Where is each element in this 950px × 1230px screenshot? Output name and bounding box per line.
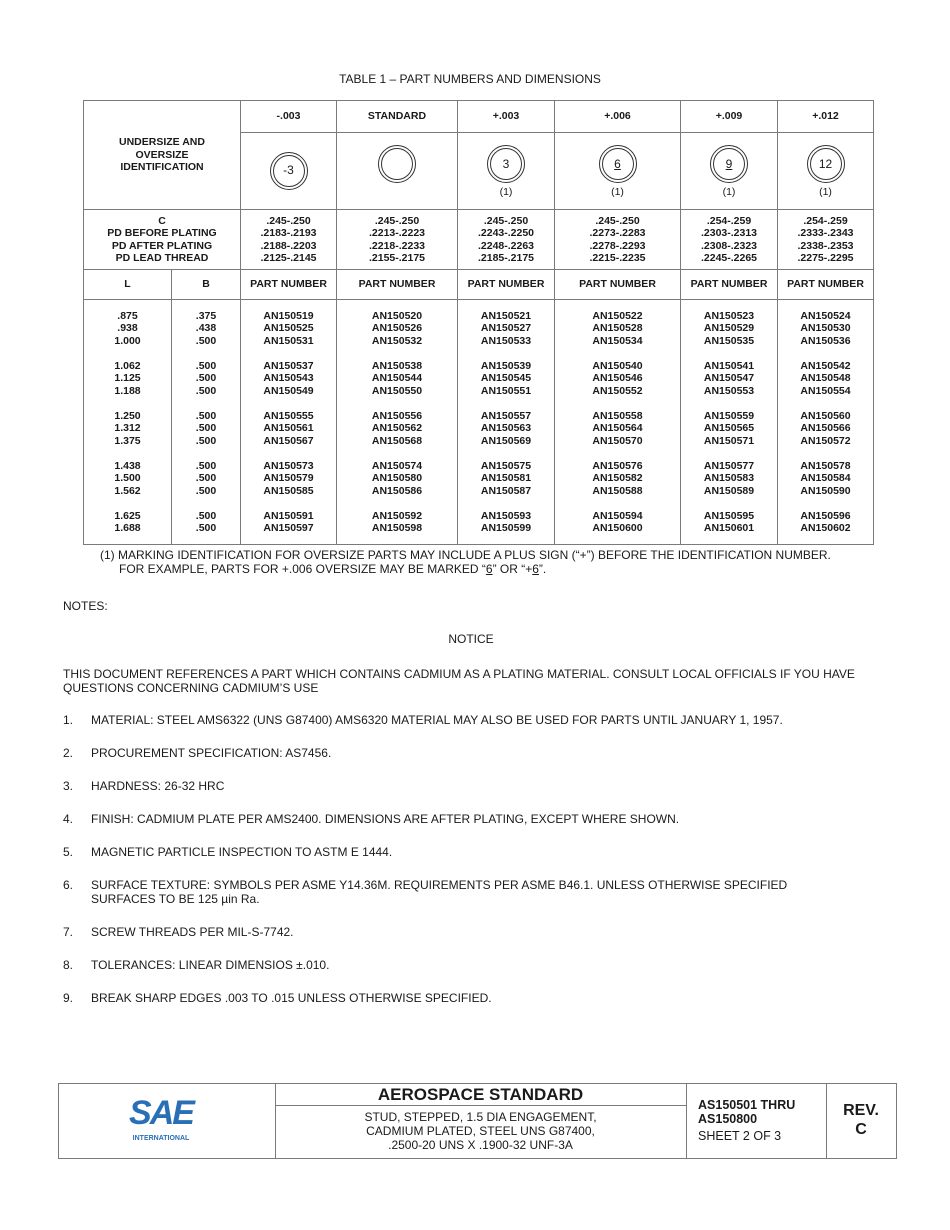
note-number: 6. [63, 878, 74, 892]
pd-values [778, 210, 874, 270]
row-group [84, 410, 171, 448]
part-number: AN150578 [800, 459, 851, 472]
note-number: 3. [63, 779, 74, 793]
part-number: AN150542 [800, 359, 851, 372]
note-text: MAGNETIC PARTICLE INSPECTION TO ASTM E 1444. [91, 845, 393, 859]
part-number: AN150538 [371, 359, 423, 372]
part-number: AN150541 [703, 359, 755, 372]
pd-values [241, 210, 337, 270]
marking-circle-icon [710, 145, 748, 183]
marking-cell [241, 133, 337, 210]
part-number: AN150567 [263, 434, 314, 447]
marking-text [381, 148, 413, 180]
l-value: 1.438 [114, 459, 141, 472]
footnote-text: ”. [538, 561, 547, 576]
note-number: 8. [63, 958, 74, 972]
part-number: AN150600 [592, 522, 643, 534]
part-number: AN150570 [592, 434, 643, 447]
part-number: AN150561 [263, 422, 314, 434]
document-number [686, 1084, 827, 1158]
part-number-header: PART NUMBER [681, 270, 778, 300]
part-number: AN150590 [800, 484, 851, 497]
row-group [458, 460, 554, 498]
l-value: 1.062 [114, 359, 141, 372]
part-number: AN150560 [800, 409, 851, 422]
doc-number-line: AS150501 THRU [698, 1098, 796, 1112]
note-number: 9. [63, 991, 74, 1005]
row-group [337, 460, 457, 498]
part-number-table [83, 100, 874, 545]
note-text: BREAK SHARP EDGES .003 TO .015 UNLESS OTHERWISE SPECIFIED. [91, 991, 492, 1005]
part-number: AN150588 [592, 484, 643, 497]
pd-value: .2275-.2295 [797, 252, 854, 264]
row-group [778, 310, 873, 348]
part-number: AN150587 [480, 484, 532, 497]
part-number-header: PART NUMBER [241, 270, 337, 300]
row-group [172, 310, 240, 348]
b-value: .500 [195, 522, 217, 534]
part-number: AN150549 [263, 384, 314, 397]
part-number: AN150558 [592, 409, 643, 422]
pd-values [337, 210, 458, 270]
part-number: AN150533 [480, 334, 532, 347]
row-group [241, 360, 336, 398]
part-description [275, 1110, 686, 1152]
part-number: AN150598 [371, 522, 423, 534]
part-number: AN150557 [480, 409, 532, 422]
note-text: FINISH: CADMIUM PLATE PER AMS2400. DIMENSIONS ARE AFTER PLATING, EXCEPT WHERE SHOWN. [91, 812, 680, 826]
row-group [778, 360, 873, 398]
size-header: +.009 [681, 101, 778, 133]
note-text: SURFACE TEXTURE: SYMBOLS PER ASME Y14.36M. REQUIREMENTS PER ASME B46.1. UNLESS OTHERWISE SPECIFIED SURFACES TO BE 125 µin Ra. [91, 878, 788, 906]
part-number: AN150521 [480, 309, 532, 322]
pd-label: C [158, 214, 166, 227]
pd-value: .2303-.2313 [700, 227, 758, 239]
b-value: .500 [195, 409, 217, 422]
l-value: 1.625 [114, 509, 141, 522]
part-number: AN150519 [263, 309, 314, 322]
row-group [241, 410, 336, 448]
title-block [58, 1083, 897, 1159]
note-number: 5. [63, 845, 74, 859]
l-value: .875 [117, 309, 138, 322]
row-group [681, 510, 777, 535]
part-number-header: PART NUMBER [337, 270, 458, 300]
b-value: .438 [195, 322, 217, 334]
marking-cell [337, 133, 458, 210]
l-value: 1.688 [114, 522, 141, 534]
l-values [84, 300, 172, 545]
part-number-header: PART NUMBER [458, 270, 555, 300]
part-number: AN150546 [592, 372, 643, 384]
part-number: AN150540 [592, 359, 643, 372]
note-text: HARDNESS: 26-32 HRC [91, 779, 225, 793]
size-header: +.012 [778, 101, 874, 133]
table-title: TABLE 1 – PART NUMBERS AND DIMENSIONS [339, 72, 601, 86]
b-value: .500 [195, 484, 217, 497]
part-numbers [337, 300, 458, 545]
part-number: AN150575 [480, 459, 532, 472]
marking-circle-icon [270, 152, 308, 190]
row-group [84, 510, 171, 535]
pd-value: .2213-.2223 [368, 227, 426, 239]
l-value: 1.125 [114, 372, 141, 384]
row-group [458, 310, 554, 348]
footnote-marking: 6 [485, 561, 493, 576]
part-number: AN150580 [371, 472, 423, 484]
b-value: .500 [195, 334, 217, 347]
size-header-row [84, 101, 874, 133]
row-group [458, 510, 554, 535]
part-number: AN150534 [592, 334, 643, 347]
pd-value: .245-.250 [595, 214, 640, 227]
notice-title: NOTICE [448, 632, 494, 646]
l-value: 1.188 [114, 384, 141, 397]
part-number: AN150544 [371, 372, 423, 384]
row-group [241, 310, 336, 348]
b-header: B [172, 270, 241, 300]
part-numbers [555, 300, 681, 545]
row-group [778, 460, 873, 498]
notice-text: THIS DOCUMENT REFERENCES A PART WHICH CONTAINS CADMIUM AS A PLATING MATERIAL. CONSULT LOCAL OFFICIALS IF YOU HAVE QUESTIONS CONCERNING CADMIUM’S USE [63, 667, 855, 695]
part-number: AN150576 [592, 459, 643, 472]
note-number: 2. [63, 746, 74, 760]
document-number-text [698, 1098, 795, 1126]
part-number: AN150528 [592, 322, 643, 334]
l-header: L [84, 270, 172, 300]
b-value: .500 [195, 434, 217, 447]
description-line: STUD, STEPPED, 1.5 DIA ENGAGEMENT, [364, 1110, 597, 1124]
part-number: AN150566 [800, 422, 851, 434]
part-number: AN150563 [480, 422, 532, 434]
l-value: 1.000 [114, 334, 141, 347]
row-group [337, 310, 457, 348]
footnote-text: FOR EXAMPLE, PARTS FOR +.006 OVERSIZE MAY BE MARKED “ [119, 561, 486, 576]
part-number: AN150572 [800, 434, 851, 447]
part-number: AN150539 [480, 359, 532, 372]
part-number: AN150579 [263, 472, 314, 484]
note-text: MATERIAL: STEEL AMS6322 (UNS G87400) AMS6320 MATERIAL MAY ALSO BE USED FOR PARTS UNTIL JANUARY 1, 1957. [91, 713, 783, 727]
table-footnote [100, 549, 880, 576]
row-group [681, 310, 777, 348]
part-number: AN150573 [263, 459, 314, 472]
part-numbers [458, 300, 555, 545]
part-number: AN150593 [480, 509, 532, 522]
part-number: AN150525 [263, 322, 314, 334]
part-number: AN150536 [800, 334, 851, 347]
marking-note: (1) [499, 186, 513, 199]
l-value: 1.500 [114, 472, 141, 484]
sheet-number: SHEET 2 OF 3 [698, 1129, 782, 1143]
part-number: AN150527 [480, 322, 532, 334]
row-group [84, 360, 171, 398]
part-data-row [84, 300, 874, 545]
part-number: AN150596 [800, 509, 851, 522]
marking-text: 12 [810, 148, 842, 180]
note-text: PROCUREMENT SPECIFICATION: AS7456. [91, 746, 332, 760]
marking-note: (1) [819, 186, 832, 199]
part-number: AN150548 [800, 372, 851, 384]
part-number: AN150594 [592, 509, 643, 522]
marking-note: (1) [722, 186, 736, 199]
l-value: 1.562 [114, 484, 141, 497]
b-value: .500 [195, 459, 217, 472]
sae-logo-subtext: INTERNATIONAL [132, 1135, 190, 1142]
part-number: AN150582 [592, 472, 643, 484]
part-number: AN150532 [371, 334, 423, 347]
b-value: .500 [195, 422, 217, 434]
marking-cell [458, 133, 555, 210]
row-group [241, 510, 336, 535]
part-number: AN150577 [703, 459, 755, 472]
row-group [681, 360, 777, 398]
part-number: AN150535 [703, 334, 755, 347]
part-number: AN150562 [371, 422, 423, 434]
size-header: -.003 [241, 101, 337, 133]
title-description [275, 1084, 687, 1158]
size-header: +.006 [555, 101, 681, 133]
pd-value: .2278-.2293 [589, 239, 646, 252]
part-number: AN150569 [480, 434, 532, 447]
pd-value: .245-.250 [374, 214, 420, 227]
row-group [778, 510, 873, 535]
column-header-row [84, 270, 874, 300]
identification-header [84, 101, 241, 210]
marking-circle-icon [378, 145, 416, 183]
marking-cell [555, 133, 681, 210]
part-number: AN150565 [703, 422, 755, 434]
pd-value: .254-.259 [706, 214, 752, 227]
part-number-header: PART NUMBER [778, 270, 874, 300]
pd-value: .2185-.2175 [477, 252, 535, 264]
b-value: .375 [195, 309, 217, 322]
part-number: AN150574 [371, 459, 423, 472]
sae-logo [59, 1084, 276, 1158]
part-number: AN150531 [263, 334, 314, 347]
row-group [337, 410, 457, 448]
pitch-diameter-row [84, 210, 874, 270]
b-value: .500 [195, 472, 217, 484]
row-group [172, 360, 240, 398]
b-value: .500 [195, 384, 217, 397]
row-group [681, 410, 777, 448]
marking-cell [778, 133, 874, 210]
pd-values [555, 210, 681, 270]
pd-value: .2333-.2343 [797, 227, 854, 239]
standard-title: AEROSPACE STANDARD [275, 1084, 686, 1106]
marking-note [337, 186, 457, 199]
size-header: STANDARD [337, 101, 458, 133]
row-group [172, 410, 240, 448]
part-number: AN150530 [800, 322, 851, 334]
l-value: .938 [117, 322, 138, 334]
row-group [337, 360, 457, 398]
revision-value: C [855, 1121, 867, 1138]
marking-note: (1) [611, 186, 624, 199]
pd-value: .2245-.2265 [700, 252, 758, 264]
part-number: AN150601 [703, 522, 755, 534]
part-number: AN150583 [703, 472, 755, 484]
pd-label: PD BEFORE PLATING [107, 227, 217, 239]
pd-value: .2218-.2233 [368, 239, 426, 252]
part-number: AN150522 [592, 309, 643, 322]
part-number: AN150581 [480, 472, 532, 484]
part-number: AN150553 [703, 384, 755, 397]
b-value: .500 [195, 509, 217, 522]
row-group [555, 410, 680, 448]
part-number: AN150524 [800, 309, 851, 322]
part-number: AN150556 [371, 409, 423, 422]
pd-values [458, 210, 555, 270]
row-group [241, 460, 336, 498]
pd-value: .245-.250 [483, 214, 529, 227]
part-number: AN150552 [592, 384, 643, 397]
pd-value: .2125-.2145 [260, 252, 317, 264]
l-value: 1.250 [114, 409, 141, 422]
sae-logo-icon [59, 1084, 275, 1158]
size-header: +.003 [458, 101, 555, 133]
part-number: AN150568 [371, 434, 423, 447]
part-number: AN150555 [263, 409, 314, 422]
part-number: AN150537 [263, 359, 314, 372]
pd-value: .2273-.2283 [589, 227, 646, 239]
marking-text: 3 [490, 148, 522, 180]
pd-value: .2188-.2203 [260, 239, 317, 252]
row-group [172, 460, 240, 498]
part-number: AN150564 [592, 422, 643, 434]
pd-value: .2215-.2235 [589, 252, 646, 264]
note-number: 4. [63, 812, 74, 826]
part-number: AN150545 [480, 372, 532, 384]
part-number: AN150584 [800, 472, 851, 484]
marking-text: 9 [713, 148, 745, 180]
part-number: AN150599 [480, 522, 532, 534]
revision [826, 1084, 896, 1158]
row-group [337, 510, 457, 535]
part-number: AN150595 [703, 509, 755, 522]
note-text: TOLERANCES: LINEAR DIMENSIOS ±.010. [91, 958, 330, 972]
pd-value: .2155-.2175 [368, 252, 426, 264]
part-numbers [241, 300, 337, 545]
part-number: AN150551 [480, 384, 532, 397]
row-group [458, 410, 554, 448]
row-group [84, 310, 171, 348]
marking-cell [681, 133, 778, 210]
note-number: 1. [63, 713, 74, 727]
part-number: AN150597 [263, 522, 314, 534]
row-group [458, 360, 554, 398]
part-number: AN150529 [703, 322, 755, 334]
part-number: AN150559 [703, 409, 755, 422]
part-number: AN150526 [371, 322, 423, 334]
marking-circle-icon [487, 145, 525, 183]
part-number: AN150550 [371, 384, 423, 397]
l-value: 1.375 [114, 434, 141, 447]
pd-value: .2248-.2263 [477, 239, 535, 252]
pd-labels [84, 210, 241, 270]
l-value: 1.312 [114, 422, 141, 434]
footnote-text: ” OR “+ [492, 561, 533, 576]
pd-value: .2243-.2250 [477, 227, 535, 239]
notes-label: NOTES: [63, 599, 108, 613]
part-number: AN150585 [263, 484, 314, 497]
identification-header-text: UNDERSIZE AND OVERSIZE IDENTIFICATION [119, 136, 205, 174]
b-value: .500 [195, 372, 217, 384]
part-number: AN150592 [371, 509, 423, 522]
marking-text: 6 [602, 148, 634, 180]
pd-label: PD LEAD THREAD [115, 252, 209, 264]
part-number: AN150543 [263, 372, 314, 384]
pd-value: .254-.259 [803, 214, 848, 227]
part-number: AN150589 [703, 484, 755, 497]
pd-value: .2308-.2323 [700, 239, 758, 252]
b-value: .500 [195, 359, 217, 372]
footnote-marking: 6 [532, 561, 539, 576]
part-number: AN150602 [800, 522, 851, 534]
marking-text: -3 [273, 155, 305, 187]
marking-circle-icon [599, 145, 637, 183]
pd-value: .245-.250 [266, 214, 311, 227]
description-line: CADMIUM PLATED, STEEL UNS G87400, [366, 1124, 595, 1138]
part-number: AN150547 [703, 372, 755, 384]
sae-logo-text: SAE [129, 1094, 193, 1132]
part-number-header: PART NUMBER [555, 270, 681, 300]
pd-value: .2183-.2193 [260, 227, 317, 239]
revision-label: REV. [843, 1102, 879, 1119]
row-group [681, 460, 777, 498]
row-group [555, 460, 680, 498]
row-group [555, 310, 680, 348]
row-group [555, 510, 680, 535]
row-group [555, 360, 680, 398]
pd-values [681, 210, 778, 270]
part-numbers [778, 300, 874, 545]
note-number: 7. [63, 925, 74, 939]
description-line: .2500-20 UNS X .1900-32 UNF-3A [388, 1138, 573, 1152]
marking-circle-icon [807, 145, 845, 183]
part-number: AN150586 [371, 484, 423, 497]
part-number: AN150520 [371, 309, 423, 322]
part-number: AN150523 [703, 309, 755, 322]
note-text: SCREW THREADS PER MIL-S-7742. [91, 925, 294, 939]
pd-label: PD AFTER PLATING [111, 239, 213, 252]
pd-value: .2338-.2353 [797, 239, 854, 252]
row-group [172, 510, 240, 535]
part-number: AN150591 [263, 509, 314, 522]
part-number: AN150554 [800, 384, 851, 397]
footnote-line [100, 563, 880, 577]
b-values [172, 300, 241, 545]
part-number: AN150571 [703, 434, 755, 447]
part-numbers [681, 300, 778, 545]
doc-number-line: AS150800 [698, 1112, 758, 1126]
row-group [84, 460, 171, 498]
footnote-line: (1) MARKING IDENTIFICATION FOR OVERSIZE PARTS MAY INCLUDE A PLUS SIGN (“+”) BEFORE THE IDENTIFICATION NUMBER. [100, 548, 831, 562]
row-group [778, 410, 873, 448]
